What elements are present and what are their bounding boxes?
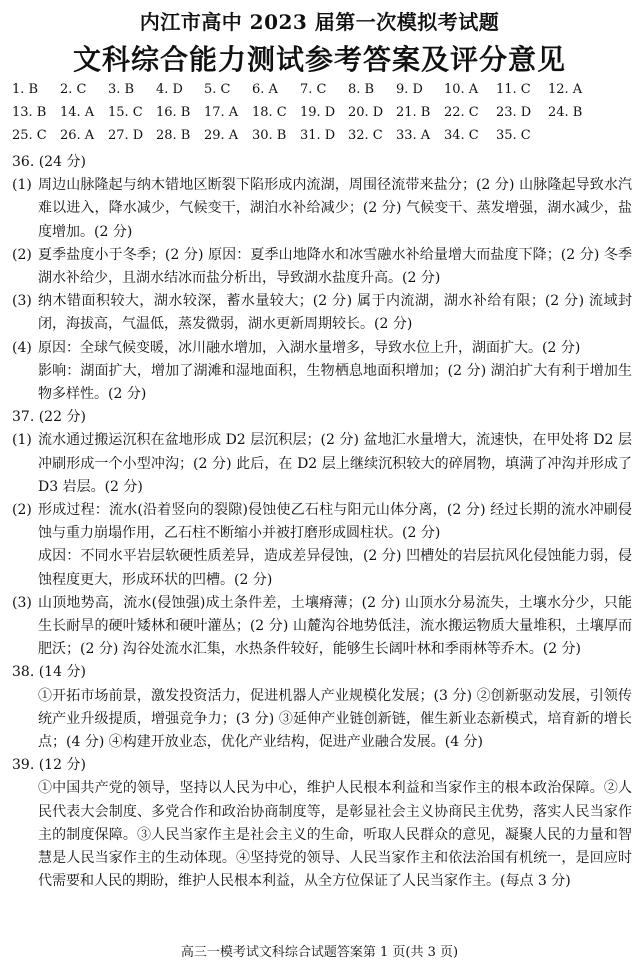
exam-title: 内江市高中 2023 届第一次模拟考试题 [139,10,500,34]
answer-row [12,128,632,151]
answer-item: 19. D [300,105,336,120]
answer-item: 15. C [108,105,143,120]
answer-item: 33. A [396,128,431,143]
question-39-heading: 39. (12 分) [12,757,86,774]
answer-item: 25. C [12,128,47,143]
answer-item: 16. B [156,105,191,120]
q37-part-2 [12,499,632,592]
part-answer: 形成过程：流水(沿着竖向的裂隙)侵蚀使乙石柱与阳元山体分离，(2 分) 经过长期的流水冲刷侵蚀与重力崩塌作用，乙石柱不断缩小并被打磨形成圆柱状。(2 分) [38,502,632,542]
part-number: (2) [12,246,32,263]
answer-item: 14. A [60,105,95,120]
answer-item: 31. D [300,128,336,143]
part-answer: 原因：全球气候变暖，冰川融水增加，入湖水量增多，导致水位上升，湖面扩大。(2 分) [38,339,581,356]
q38-answer: ①开拓市场前景，激发投资活力，促进机器人产业规模化发展；(3 分) ②创新驱动发展，引领传统产业升级提质，增强竞争力；(3 分) ③延伸产业链创新链，催生新业态新模式，培育新的增长点；(4 分) ④构建开放业态，优化产业结构，促进产业融合发展。(4 分) [38,687,632,751]
part-answer: 纳木错面积较大，湖水较深，蓄水量较大；(2 分) 属于内流湖，湖水补给有限；(2 分) 流域封闭，海拔高，气温低，蒸发微弱，湖水更新周期较长。(2 分) [38,293,632,333]
q36-part-3 [12,290,632,336]
answer-item: 34. C [444,128,479,143]
question-36-heading: 36. (24 分) [12,154,86,170]
answer-item: 26. A [60,128,95,143]
answer-item: 27. D [108,128,144,143]
answer-item: 24. B [548,105,583,120]
question-38-heading: 38. (14 分) [12,664,86,681]
q36-part-1 [12,174,632,244]
q37-part-1 [12,429,632,499]
answer-item: 13. B [12,105,47,120]
q36-part-2 [12,244,632,290]
answer-item: 18. C [252,105,287,120]
answer-item: 1. B [12,82,39,97]
page-footer: 高三一模考试文科综合试题答案第 1 页(共 3 页) [180,945,459,960]
answer-item: 12. A [548,82,583,97]
question-37-heading: 37. (22 分) [12,409,86,426]
answer-item: 29. A [204,128,239,143]
part-number: (1) [12,432,32,449]
part-answer: 夏季盐度小于冬季；(2 分) 原因：夏季山地降水和冰雪融水补给量增大而盐度下降；(2 分) 冬季湖水补给少，且湖水结冰而盐分析出，导致湖水盐度升高。(2 分) [38,246,632,286]
answer-item: 11. C [496,82,531,97]
answer-row [12,82,632,105]
answer-item: 8. B [348,82,375,97]
answer-item: 17. A [204,105,239,120]
answer-row [12,105,632,128]
choice-answers [12,82,632,151]
answer-item: 30. B [252,128,287,143]
part-number: (3) [12,594,32,611]
part-answer-continued: 影响：湖面扩大，增加了湖滩和湿地面积，生物栖息地面积增加；(2 分) 湖泊扩大有利于增加生物多样性。(2 分) [38,362,632,403]
answer-item: 22. C [444,105,479,120]
part-number: (2) [12,502,32,519]
part-answer: 山顶地势高，流水(侵蚀强)成土条件差，土壤瘠薄；(2 分) 山顶水分易流失，土壤水分少，只能生长耐旱的硬叶矮林和硬叶灌丛；(2 分) 山麓沟谷地势低洼，流水搬运物质大量堆积，土壤厚而肥沃；(2 分) 沟谷处流水汇集，水热条件较好，能够生长阔叶林和季雨林等乔木。(2 分) [38,594,632,658]
answer-content [12,151,632,893]
answer-item: 35. C [496,128,531,143]
answer-item: 28. B [156,128,191,143]
part-number: (3) [12,293,32,310]
answer-item: 9. D [396,82,423,97]
part-answer: 周边山脉隆起与纳木错地区断裂下陷形成内流湖，周围径流带来盐分；(2 分) 山脉隆起导致水汽难以进入，降水减少，气候变干，湖泊水补给减少；(2 分) 气候变干、蒸发增强，湖水减少，盐度增加。(2 分) [38,177,632,240]
part-number: (4) [12,339,32,356]
q37-part-3 [12,592,632,662]
answer-item: 20. D [348,105,384,120]
answer-item: 6. A [252,82,278,97]
answer-item: 4. D [156,82,183,97]
part-answer: 流水通过搬运沉积在盆地形成 D2 层沉积层；(2 分) 盆地汇水量增大，流速快，在甲处将 D2 层冲刷形成一个小型冲沟；(2 分) 此后，在 D2 层上继续沉积较大的碎屑物，填满了冲沟并形成了 D3 岩层。(2 分) [38,432,632,495]
q39-answer: ①中国共产党的领导，坚持以人民为中心，维护人民根本利益和当家作主的根本政治保障。②人民代表大会制度、多党合作和政治协商制度等，是彰显社会主义协商民主优势，落实人民当家作主的制度保障。③人民当家作主是社会主义的生命，听取人民群众的意见，凝聚人民的力量和智慧是人民当家作主的生动体现。④坚持党的领导、人民当家作主和依法治国有机统一，是回应时代需要和人民的期盼，维护人民根本利益，从全方位保证了人民当家作主。(每点 3 分) [38,780,632,890]
answer-item: 23. D [496,105,532,120]
part-number: (1) [12,177,32,194]
answer-item: 2. C [60,82,87,97]
answer-item: 3. B [108,82,135,97]
answer-item: 32. C [348,128,383,143]
part-answer-continued: 成因：不同水平岩层软硬性质差异，造成差异侵蚀，(2 分) 凹槽处的岩层抗风化侵蚀能力弱，侵蚀程度更大，形成环状的凹槽。(2 分) [38,548,632,588]
answer-item: 10. A [444,82,479,97]
answer-item: 21. B [396,105,431,120]
answer-key-subtitle: 文科综合能力测试参考答案及评分意见 [72,43,566,76]
q36-part-4 [12,337,632,407]
answer-item: 5. C [204,82,231,97]
answer-item: 7. C [300,82,327,97]
